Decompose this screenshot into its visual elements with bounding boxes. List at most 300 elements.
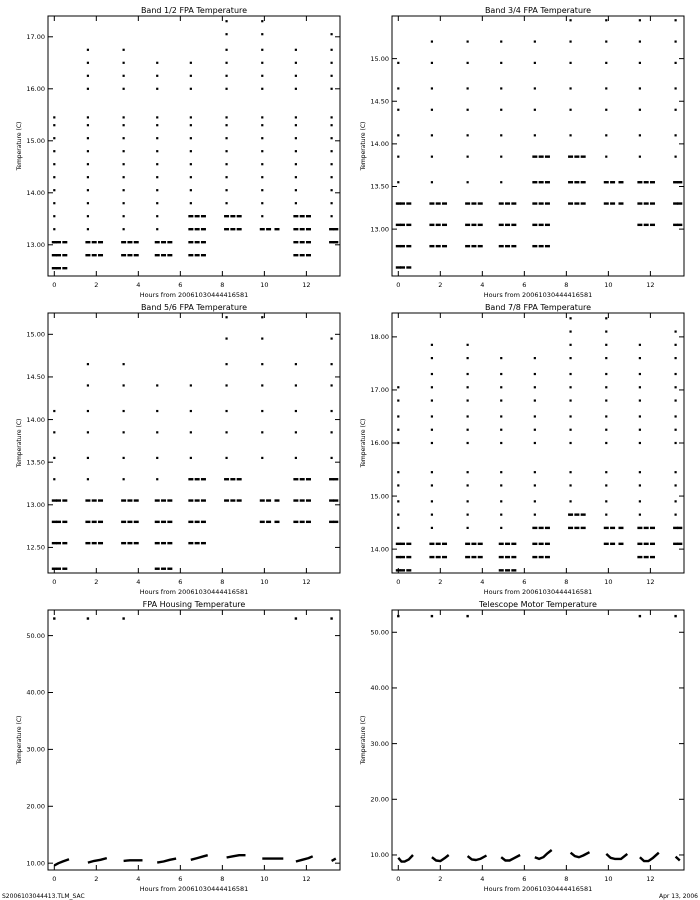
spike-point: [639, 62, 641, 64]
spike-point: [467, 156, 469, 158]
spike-point: [534, 373, 536, 375]
spike-point: [500, 429, 502, 431]
spike-point: [295, 431, 297, 433]
y-axis-label: Temperature (C): [360, 121, 367, 171]
spike-point: [87, 116, 89, 118]
spike-point: [639, 500, 641, 502]
data-point: [539, 556, 544, 558]
spike-point: [639, 344, 641, 346]
data-point: [293, 228, 298, 230]
spike-point: [431, 40, 433, 42]
data-point: [155, 241, 160, 243]
data-point: [644, 543, 649, 545]
spike-point: [431, 514, 433, 516]
data-point: [471, 543, 476, 545]
data-point: [650, 224, 655, 226]
data-point: [532, 245, 537, 247]
spike-point: [569, 442, 571, 444]
spike-point: [225, 202, 227, 204]
data-point: [499, 224, 504, 226]
data-point: [293, 215, 298, 217]
data-point: [224, 478, 229, 480]
spike-point: [605, 442, 607, 444]
data-point: [56, 241, 61, 243]
spike-point: [534, 415, 536, 417]
data-point: [545, 224, 550, 226]
plot-frame: [392, 610, 684, 870]
data-point: [532, 527, 537, 529]
plot-frame: [48, 313, 340, 573]
spike-point: [53, 116, 55, 118]
spike-point: [674, 62, 676, 64]
data-point: [195, 521, 200, 523]
data-point: [188, 542, 193, 544]
spike-point: [87, 176, 89, 178]
spike-point: [605, 344, 607, 346]
data-point: [442, 202, 447, 204]
spike-point: [397, 109, 399, 111]
x-tick-label: 8: [564, 875, 569, 883]
spike-point: [569, 19, 571, 21]
y-tick-label: 20.00: [26, 802, 45, 811]
spike-point: [569, 373, 571, 375]
data-point: [134, 542, 139, 544]
data-point: [127, 542, 132, 544]
spike-point: [639, 399, 641, 401]
y-tick-label: 15.00: [26, 330, 45, 339]
spike-point: [500, 181, 502, 183]
series-line: [535, 850, 552, 859]
data-point: [471, 245, 476, 247]
data-point: [293, 521, 298, 523]
data-point: [545, 181, 550, 183]
spike-point: [261, 62, 263, 64]
spike-point: [261, 431, 263, 433]
y-axis-label: Temperature (C): [16, 121, 23, 171]
data-point: [610, 202, 615, 204]
data-point: [98, 254, 103, 256]
outlier-point: [674, 615, 676, 617]
spike-point: [569, 62, 571, 64]
spike-point: [605, 109, 607, 111]
data-point: [400, 543, 405, 545]
data-point: [155, 254, 160, 256]
data-point: [155, 499, 160, 501]
data-point: [155, 521, 160, 523]
spike-point: [225, 410, 227, 412]
data-point: [532, 155, 537, 157]
spike-point: [87, 215, 89, 217]
data-point: [545, 556, 550, 558]
spike-point: [431, 399, 433, 401]
spike-point: [674, 19, 676, 21]
spike-point: [674, 373, 676, 375]
x-axis-label: Hours from 20061030444416581: [483, 291, 593, 299]
series-line: [432, 855, 449, 861]
data-point: [442, 556, 447, 558]
data-point: [511, 543, 516, 545]
spike-point: [123, 457, 125, 459]
data-point: [644, 527, 649, 529]
data-point: [406, 202, 411, 204]
x-tick-label: 2: [94, 281, 99, 289]
spike-point: [674, 330, 676, 332]
data-point: [511, 224, 516, 226]
data-point: [230, 228, 235, 230]
x-tick-label: 12: [646, 281, 655, 289]
spike-point: [330, 431, 332, 433]
series-line: [571, 852, 590, 857]
outlier-point: [466, 615, 468, 617]
spike-point: [605, 484, 607, 486]
spike-point: [123, 384, 125, 386]
x-tick-label: 12: [646, 578, 655, 586]
spike-point: [330, 363, 332, 365]
y-tick-label: 40.00: [26, 688, 45, 697]
spike-point: [534, 500, 536, 502]
footer-date: Apr 13, 2006: [658, 893, 698, 900]
data-point: [134, 241, 139, 243]
spike-point: [569, 344, 571, 346]
data-point: [604, 181, 609, 183]
data-point: [161, 241, 166, 243]
spike-point: [261, 33, 263, 35]
spike-point: [123, 228, 125, 230]
spike-point: [190, 189, 192, 191]
spike-point: [500, 527, 502, 529]
spike-point: [500, 62, 502, 64]
spike-point: [123, 176, 125, 178]
x-tick-label: 8: [220, 578, 225, 586]
spike-point: [639, 134, 641, 136]
spike-point: [569, 386, 571, 388]
data-point: [167, 568, 172, 570]
spike-point: [156, 150, 158, 152]
y-tick-label: 14.00: [370, 140, 389, 149]
spike-point: [225, 384, 227, 386]
y-tick-label: 50.00: [370, 628, 389, 637]
data-point: [201, 215, 206, 217]
y-axis-label: Temperature (C): [16, 418, 23, 468]
data-point: [300, 521, 305, 523]
data-point: [505, 224, 510, 226]
spike-point: [190, 62, 192, 64]
series-line: [468, 856, 487, 861]
spike-point: [123, 88, 125, 90]
spike-point: [225, 49, 227, 51]
spike-point: [674, 109, 676, 111]
data-point: [400, 569, 405, 571]
data-point: [499, 556, 504, 558]
data-point: [650, 543, 655, 545]
data-point: [92, 254, 97, 256]
data-point: [545, 527, 550, 529]
outlier-point: [639, 615, 641, 617]
spike-point: [225, 20, 227, 22]
spike-point: [156, 202, 158, 204]
spike-point: [500, 415, 502, 417]
spike-point: [330, 202, 332, 204]
data-point: [677, 543, 682, 545]
footer-filename: S2006103044413.TLM_SAC: [2, 893, 85, 900]
spike-point: [330, 75, 332, 77]
spike-point: [330, 137, 332, 139]
data-point: [161, 521, 166, 523]
data-point: [300, 254, 305, 256]
spike-point: [261, 337, 263, 339]
spike-point: [261, 363, 263, 365]
spike-point: [156, 124, 158, 126]
y-tick-label: 14.50: [370, 97, 389, 106]
x-tick-label: 8: [220, 875, 225, 883]
spike-point: [534, 514, 536, 516]
data-point: [436, 245, 441, 247]
data-point: [188, 254, 193, 256]
spike-point: [87, 150, 89, 152]
data-point: [195, 254, 200, 256]
data-point: [429, 245, 434, 247]
data-point: [201, 542, 206, 544]
spike-point: [534, 62, 536, 64]
spike-point: [156, 163, 158, 165]
y-tick-label: 13.00: [26, 241, 45, 249]
data-point: [306, 254, 311, 256]
data-point: [266, 228, 271, 230]
spike-point: [225, 75, 227, 77]
spike-point: [605, 134, 607, 136]
spike-point: [53, 163, 55, 165]
data-point: [155, 542, 160, 544]
data-point: [545, 155, 550, 157]
spike-point: [569, 87, 571, 89]
y-tick-label: 14.50: [26, 373, 45, 382]
data-point: [201, 228, 206, 230]
spike-point: [397, 527, 399, 529]
spike-point: [261, 316, 263, 318]
data-point: [224, 228, 229, 230]
data-point: [465, 224, 470, 226]
series-line: [191, 855, 208, 860]
spike-point: [261, 384, 263, 386]
spike-point: [500, 471, 502, 473]
chart-title: Band 1/2 FPA Temperature: [140, 6, 248, 15]
spike-point: [397, 514, 399, 516]
data-point: [161, 568, 166, 570]
data-point: [568, 527, 573, 529]
spike-point: [190, 88, 192, 90]
data-point: [465, 556, 470, 558]
spike-point: [261, 116, 263, 118]
spike-point: [674, 471, 676, 473]
y-tick-label: 16.00: [26, 85, 45, 93]
y-tick-label: 20.00: [370, 795, 389, 804]
x-tick-label: 0: [52, 578, 57, 586]
data-point: [230, 499, 235, 501]
data-point: [92, 542, 97, 544]
spike-point: [605, 62, 607, 64]
data-point: [56, 499, 61, 501]
data-point: [604, 527, 609, 529]
spike-point: [467, 386, 469, 388]
spike-point: [500, 40, 502, 42]
spike-point: [605, 386, 607, 388]
spike-point: [500, 87, 502, 89]
data-point: [195, 478, 200, 480]
x-tick-label: 4: [480, 281, 485, 289]
x-tick-label: 6: [178, 281, 183, 289]
data-point: [539, 245, 544, 247]
data-point: [505, 202, 510, 204]
spike-point: [261, 137, 263, 139]
spike-point: [605, 415, 607, 417]
data-point: [637, 202, 642, 204]
series-line: [501, 855, 520, 861]
chart-title: Telescope Motor Temperature: [479, 600, 597, 609]
spike-point: [467, 134, 469, 136]
y-tick-label: 30.00: [26, 745, 45, 754]
spike-point: [639, 442, 641, 444]
data-point: [121, 241, 126, 243]
data-point: [610, 543, 615, 545]
data-point: [121, 499, 126, 501]
x-tick-label: 12: [302, 578, 311, 586]
data-point: [188, 521, 193, 523]
spike-point: [225, 189, 227, 191]
spike-point: [674, 415, 676, 417]
spike-point: [123, 478, 125, 480]
plot-frame: [392, 16, 684, 276]
data-point: [333, 241, 338, 243]
data-point: [545, 245, 550, 247]
y-tick-label: 40.00: [370, 684, 389, 693]
data-point: [333, 228, 338, 230]
spike-point: [295, 49, 297, 51]
spike-point: [123, 137, 125, 139]
spike-point: [225, 150, 227, 152]
data-point: [161, 542, 166, 544]
data-point: [85, 241, 90, 243]
data-point: [62, 241, 67, 243]
spike-point: [53, 124, 55, 126]
x-tick-label: 6: [522, 281, 527, 289]
spike-point: [87, 124, 89, 126]
spike-point: [639, 40, 641, 42]
data-point: [224, 499, 229, 501]
data-point: [224, 215, 229, 217]
data-point: [406, 245, 411, 247]
spike-point: [225, 457, 227, 459]
x-tick-label: 2: [94, 578, 99, 586]
spike-point: [295, 137, 297, 139]
data-point: [465, 245, 470, 247]
spike-point: [156, 384, 158, 386]
spike-point: [87, 478, 89, 480]
spike-point: [674, 344, 676, 346]
spike-point: [190, 457, 192, 459]
data-point: [56, 521, 61, 523]
spike-point: [123, 49, 125, 51]
spike-point: [330, 457, 332, 459]
spike-point: [397, 62, 399, 64]
data-point: [306, 499, 311, 501]
spike-point: [190, 410, 192, 412]
series-line: [398, 855, 413, 862]
x-tick-label: 2: [438, 875, 443, 883]
spike-point: [639, 87, 641, 89]
data-point: [400, 224, 405, 226]
spike-point: [295, 75, 297, 77]
spike-point: [190, 137, 192, 139]
spike-point: [156, 62, 158, 64]
spike-point: [397, 500, 399, 502]
spike-point: [330, 62, 332, 64]
series-line: [332, 859, 336, 861]
spike-point: [431, 357, 433, 359]
x-tick-label: 10: [260, 281, 269, 289]
spike-point: [295, 163, 297, 165]
spike-point: [156, 410, 158, 412]
data-point: [637, 556, 642, 558]
data-point: [300, 478, 305, 480]
spike-point: [431, 181, 433, 183]
y-tick-label: 13.00: [370, 225, 389, 234]
data-point: [677, 527, 682, 529]
spike-point: [569, 514, 571, 516]
spike-point: [500, 156, 502, 158]
data-point: [539, 527, 544, 529]
data-point: [478, 224, 483, 226]
spike-point: [397, 399, 399, 401]
y-tick-label: 10.00: [26, 859, 45, 868]
spike-point: [639, 484, 641, 486]
data-point: [511, 569, 516, 571]
data-point: [511, 556, 516, 558]
data-point: [677, 224, 682, 226]
data-point: [62, 267, 67, 269]
spike-point: [295, 150, 297, 152]
y-tick-label: 18.00: [370, 333, 389, 342]
data-point: [574, 513, 579, 515]
spike-point: [500, 500, 502, 502]
spike-point: [123, 75, 125, 77]
outlier-point: [53, 617, 55, 619]
spike-point: [123, 124, 125, 126]
data-point: [98, 499, 103, 501]
data-point: [574, 181, 579, 183]
spike-point: [295, 363, 297, 365]
y-tick-label: 15.00: [26, 137, 45, 145]
data-point: [62, 521, 67, 523]
data-point: [333, 478, 338, 480]
data-point: [505, 543, 510, 545]
spike-point: [295, 116, 297, 118]
data-point: [499, 245, 504, 247]
data-point: [274, 499, 279, 501]
spike-point: [123, 116, 125, 118]
spike-point: [261, 75, 263, 77]
x-tick-label: 2: [438, 578, 443, 586]
x-tick-label: 12: [302, 875, 311, 883]
data-point: [436, 224, 441, 226]
data-point: [188, 499, 193, 501]
plot-frame: [48, 16, 340, 276]
spike-point: [156, 189, 158, 191]
spike-point: [295, 189, 297, 191]
spike-point: [261, 189, 263, 191]
data-point: [644, 181, 649, 183]
spike-point: [467, 442, 469, 444]
spike-point: [53, 215, 55, 217]
